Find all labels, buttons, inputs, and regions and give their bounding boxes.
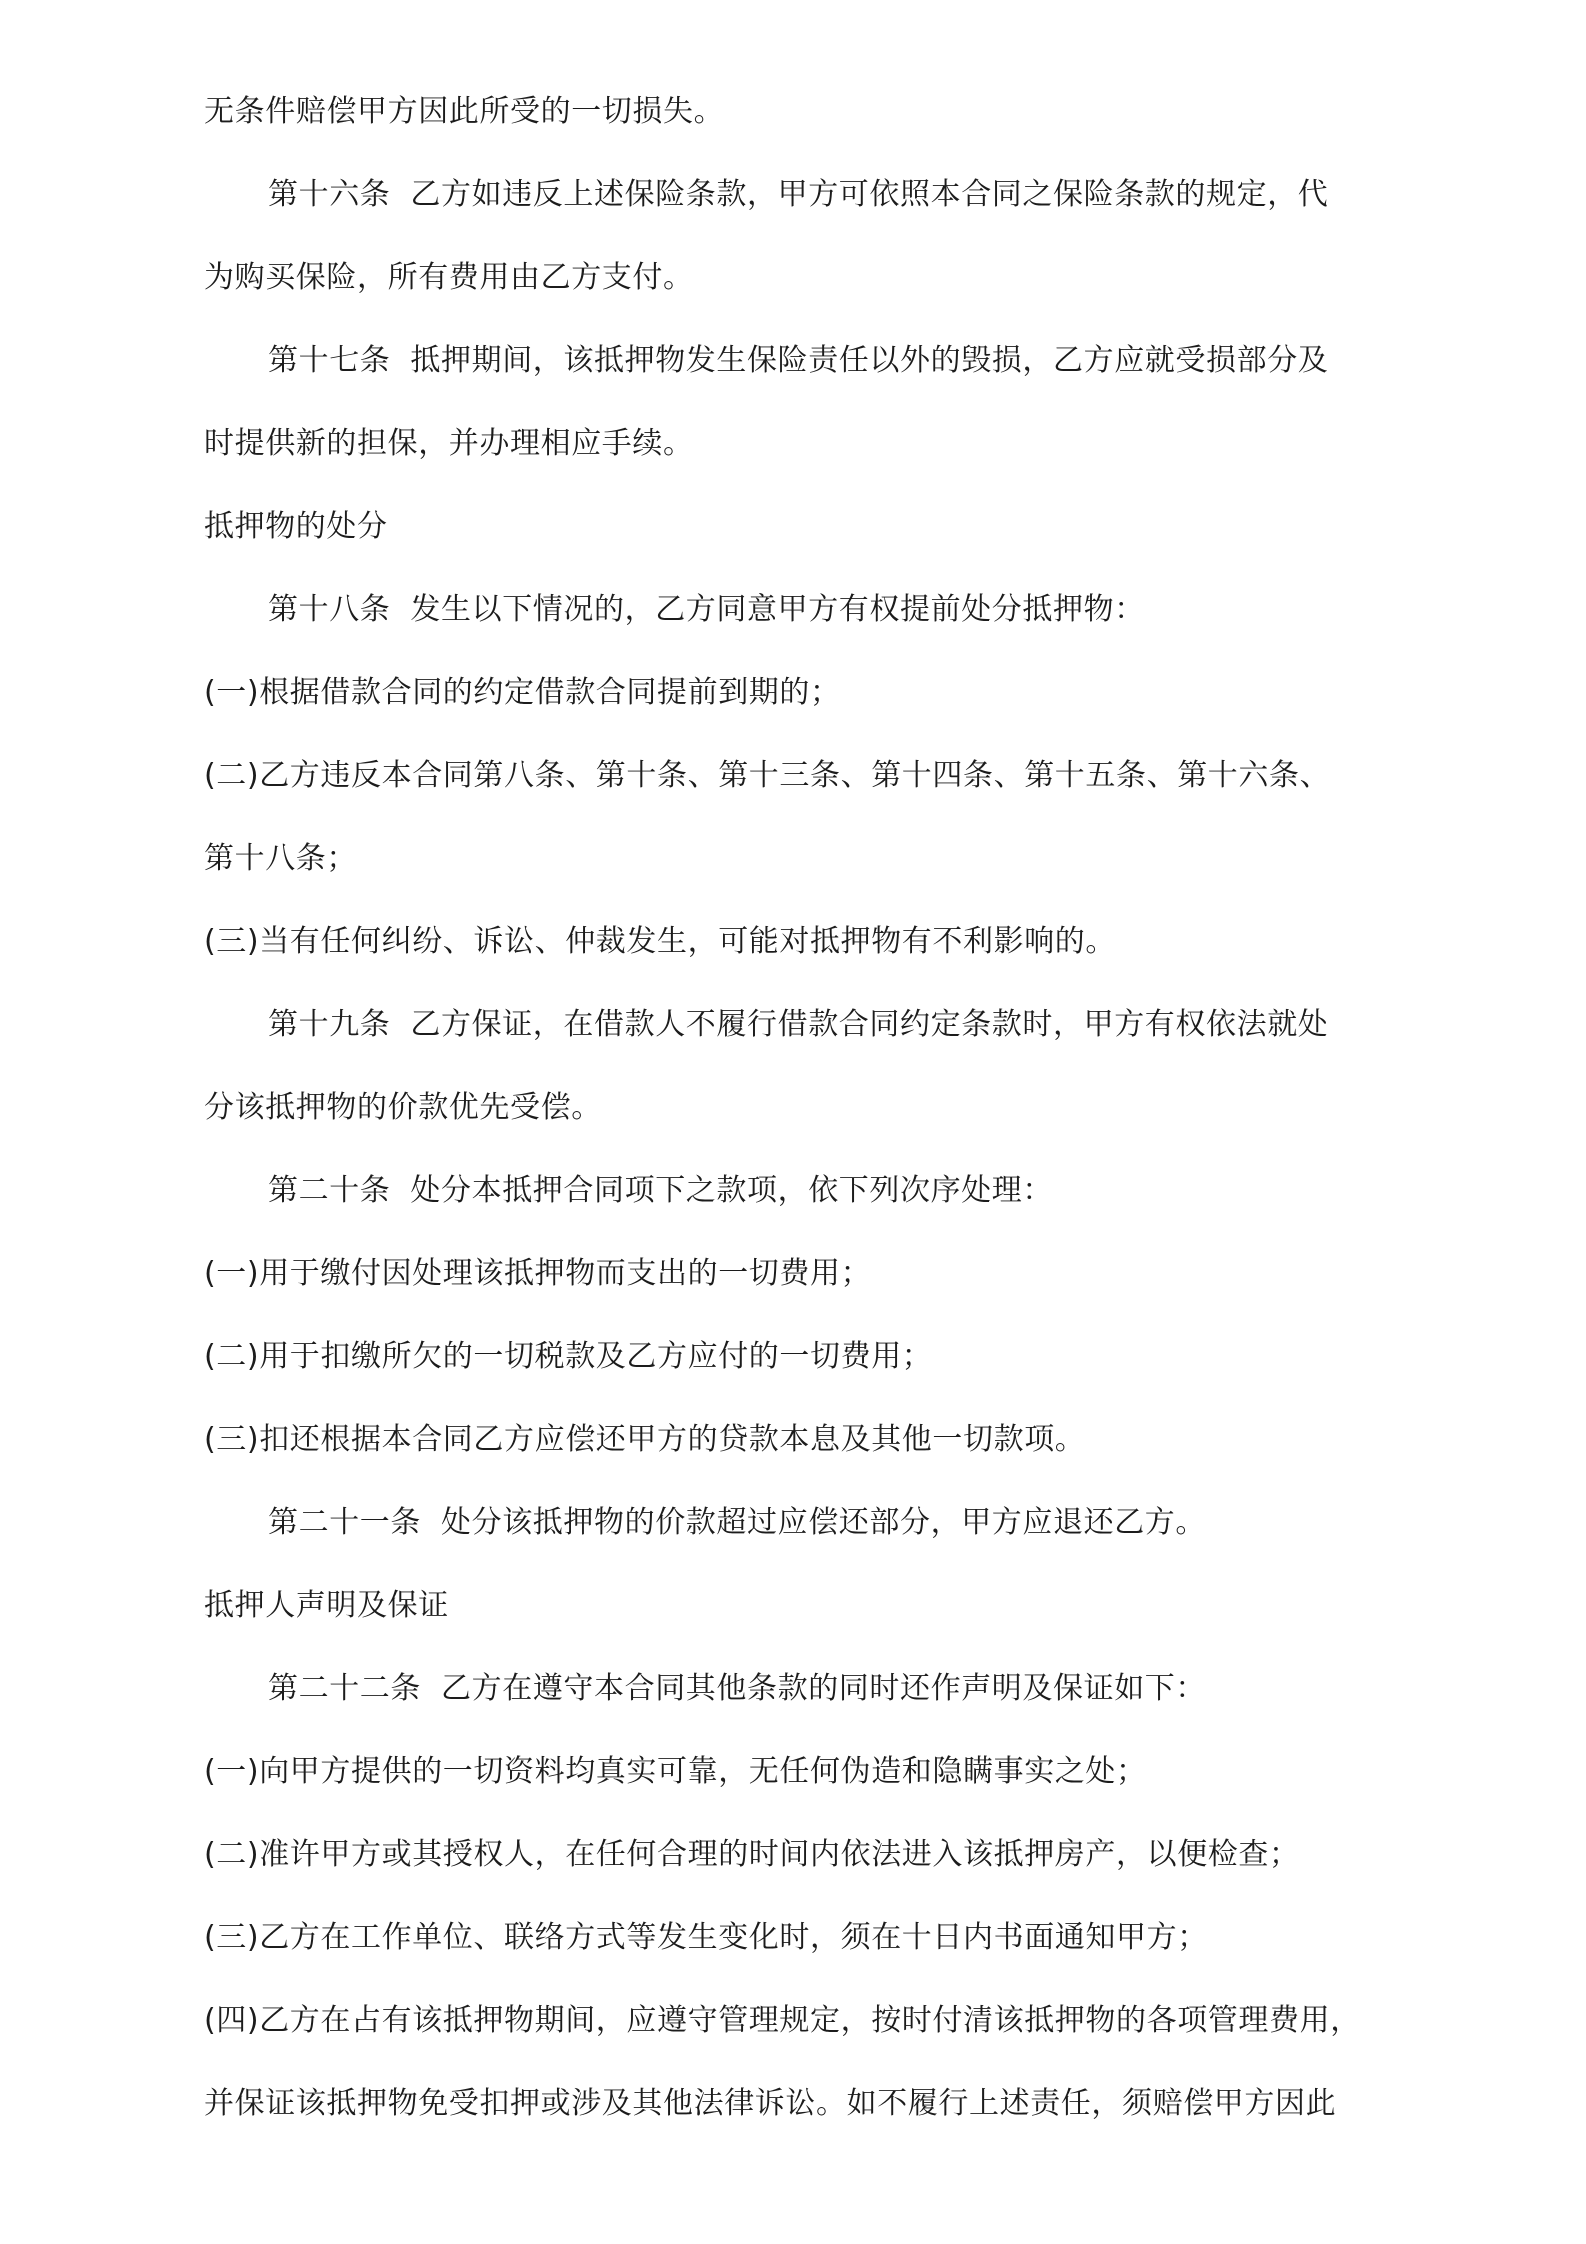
article-19-line xyxy=(204,995,1394,1078)
text-line xyxy=(204,2074,1394,2157)
text-line xyxy=(204,829,1394,912)
article-number: 第二十二条 xyxy=(268,1671,421,1706)
clause-item xyxy=(204,663,1394,746)
line-text: 第十八条； xyxy=(204,841,357,876)
article-number: 第十八条 xyxy=(268,592,391,627)
article-16-line xyxy=(204,165,1394,248)
line-text: (二)用于扣缴所欠的一切税款及乙方应付的一切费用； xyxy=(204,1339,933,1374)
line-text: (三)当有任何纠纷、诉讼、仲裁发生，可能对抵押物有不利影响的。 xyxy=(204,924,1117,959)
line-text: (三)乙方在工作单位、联络方式等发生变化时，须在十日内书面通知甲方； xyxy=(204,1920,1208,1955)
article-20-line xyxy=(204,1161,1394,1244)
clause-item xyxy=(204,912,1394,995)
clause-item xyxy=(204,1742,1394,1825)
clause-item xyxy=(204,1410,1394,1493)
line-text: 发生以下情况的，乙方同意甲方有权提前处分抵押物： xyxy=(410,592,1145,627)
clause-item xyxy=(204,1991,1394,2074)
article-number: 第十六条 xyxy=(268,177,391,212)
text-line xyxy=(204,82,1394,165)
section-heading xyxy=(204,1576,1394,1659)
section-heading xyxy=(204,497,1394,580)
line-text: 乙方在遵守本合同其他条款的同时还作声明及保证如下： xyxy=(441,1671,1206,1706)
line-text: (二)准许甲方或其授权人，在任何合理的时间内依法进入该抵押房产，以便检查； xyxy=(204,1837,1300,1872)
line-text: 处分本抵押合同项下之款项，依下列次序处理： xyxy=(410,1173,1054,1208)
clause-item xyxy=(204,1825,1394,1908)
article-number: 第十七条 xyxy=(268,343,391,378)
text-line xyxy=(204,248,1394,331)
line-text: 时提供新的担保，并办理相应手续。 xyxy=(204,426,694,461)
document-body xyxy=(204,82,1394,2157)
line-text: 乙方如违反上述保险条款，甲方可依照本合同之保险条款的规定，代 xyxy=(410,177,1329,212)
line-text: 乙方保证，在借款人不履行借款合同约定条款时，甲方有权依法就处 xyxy=(410,1007,1329,1042)
article-18-line xyxy=(204,580,1394,663)
clause-item xyxy=(204,1244,1394,1327)
text-line xyxy=(204,1078,1394,1161)
clause-item xyxy=(204,1327,1394,1410)
article-number: 第二十条 xyxy=(268,1173,391,1208)
line-text: (四)乙方在占有该抵押物期间，应遵守管理规定，按时付清该抵押物的各项管理费用， xyxy=(204,2003,1361,2038)
line-text: 抵押期间，该抵押物发生保险责任以外的毁损，乙方应就受损部分及 xyxy=(410,343,1329,378)
section-heading-text: 抵押人声明及保证 xyxy=(204,1588,449,1623)
line-text: (三)扣还根据本合同乙方应偿还甲方的贷款本息及其他一切款项。 xyxy=(204,1422,1086,1457)
line-text: 处分该抵押物的价款超过应偿还部分，甲方应退还乙方。 xyxy=(441,1505,1206,1540)
article-22-line xyxy=(204,1659,1394,1742)
article-17-line xyxy=(204,331,1394,414)
line-text: 无条件赔偿甲方因此所受的一切损失。 xyxy=(204,94,725,129)
article-21-line xyxy=(204,1493,1394,1576)
line-text: 并保证该抵押物免受扣押或涉及其他法律诉讼。如不履行上述责任，须赔偿甲方因此 xyxy=(204,2086,1337,2121)
section-heading-text: 抵押物的处分 xyxy=(204,509,388,544)
line-text: (二)乙方违反本合同第八条、第十条、第十三条、第十四条、第十五条、第十六条、 xyxy=(204,758,1331,793)
text-line xyxy=(204,414,1394,497)
article-number: 第二十一条 xyxy=(268,1505,421,1540)
line-text: (一)向甲方提供的一切资料均真实可靠，无任何伪造和隐瞒事实之处； xyxy=(204,1754,1147,1789)
line-text: 为购买保险，所有费用由乙方支付。 xyxy=(204,260,694,295)
line-text: (一)根据借款合同的约定借款合同提前到期的； xyxy=(204,675,841,710)
clause-item xyxy=(204,1908,1394,1991)
article-number: 第十九条 xyxy=(268,1007,391,1042)
line-text: (一)用于缴付因处理该抵押物而支出的一切费用； xyxy=(204,1256,872,1291)
line-text: 分该抵押物的价款优先受偿。 xyxy=(204,1090,602,1125)
clause-item xyxy=(204,746,1394,829)
